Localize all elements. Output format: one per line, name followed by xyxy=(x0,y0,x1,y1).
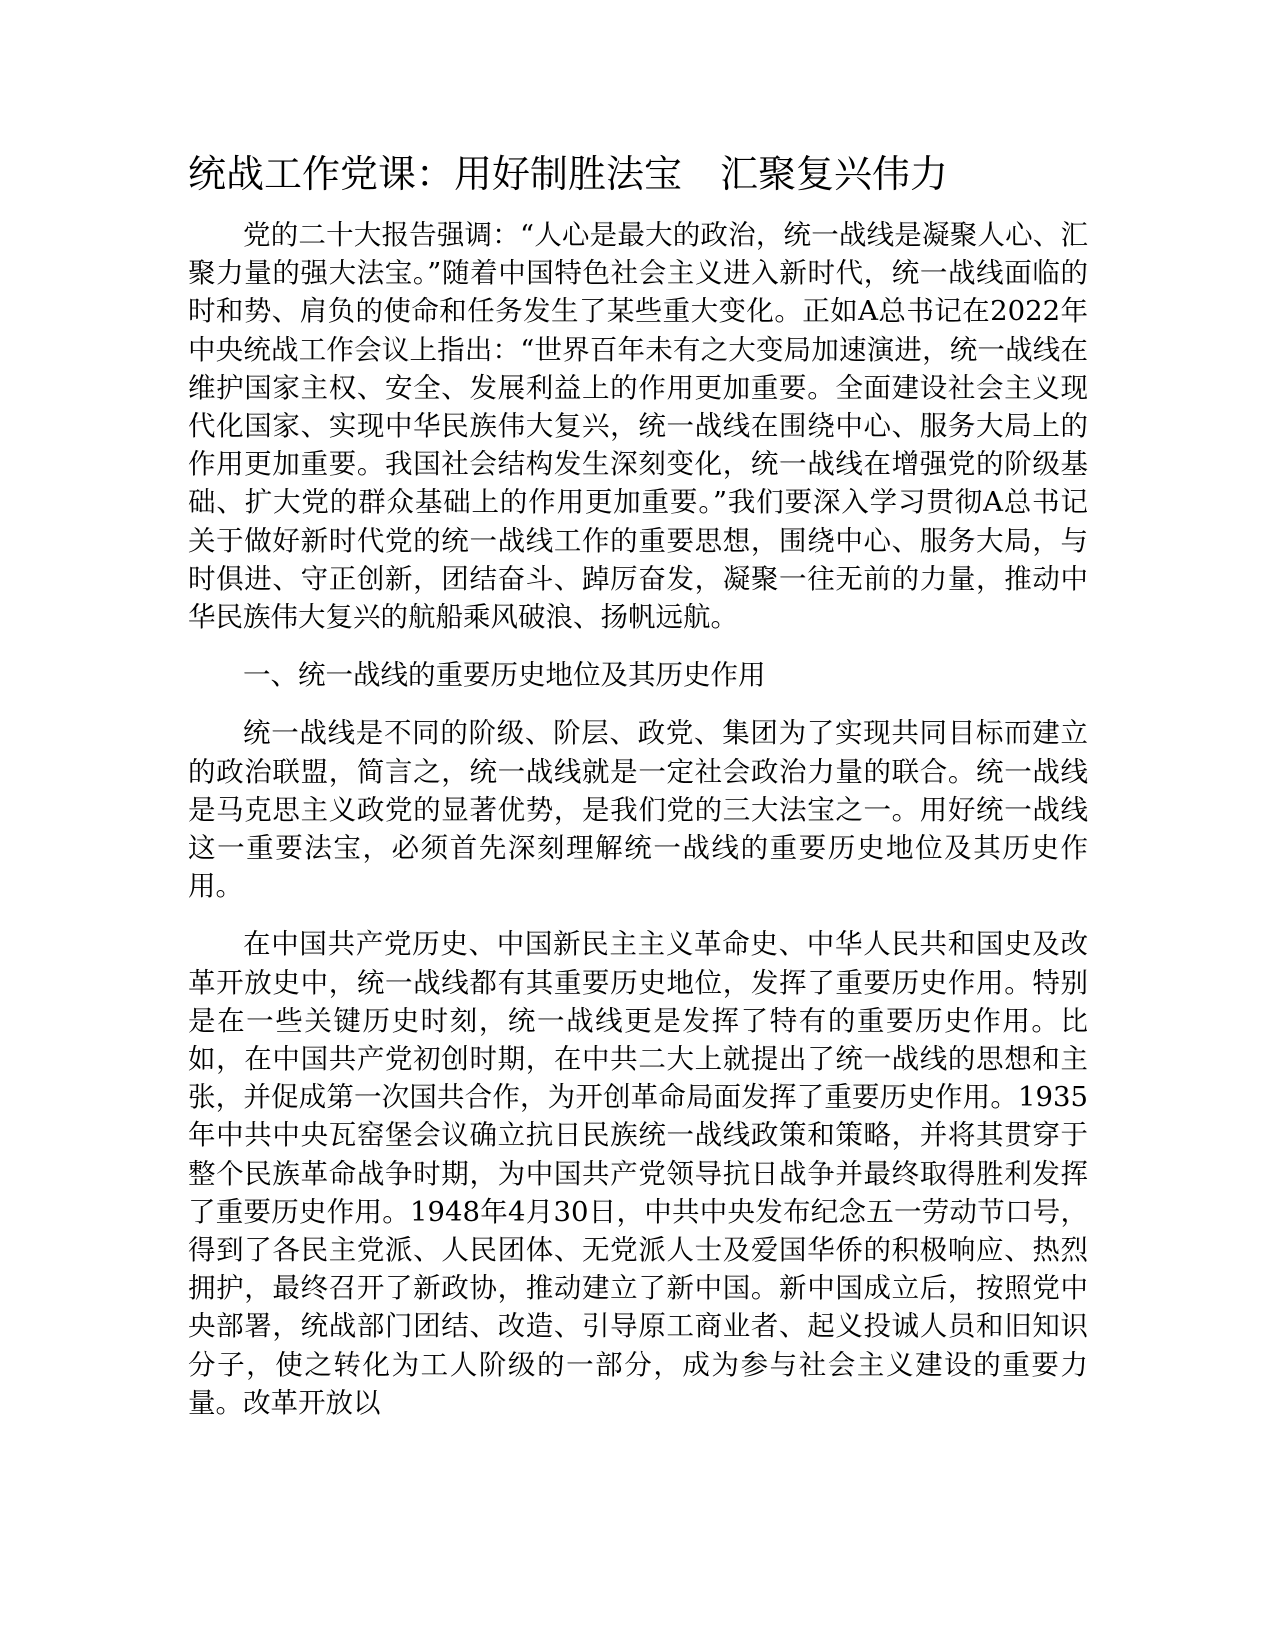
paragraph-intro: 党的二十大报告强调：“人心是最大的政治，统一战线是凝聚人心、汇聚力量的强大法宝。”随着中国特色社会主义进入新时代，统一战线面临的时和势、肩负的使命和任务发生了某些重大变化。正如A总书记在2022年中央统战工作会议上指出：“世界百年未有之大变局加速演进，统一战线在维护国家主权、安全、发展利益上的作用更加重要。全面建设社会主义现代化国家、实现中华民族伟大复兴，统一战线在围绕中心、服务大局上的作用更加重要。我国社会结构发生深刻变化，统一战线在增强党的阶级基础、扩大党的群众基础上的作用更加重要。”我们要深入学习贯彻A总书记关于做好新时代党的统一战线工作的重要思想，围绕中心、服务大局，与时俱进、守正创新，团结奋斗、踔厉奋发，凝聚一往无前的力量，推动中华民族伟大复兴的航船乘风破浪、扬帆远航。 xyxy=(188,219,1088,634)
paragraph-history: 在中国共产党历史、中国新民主主义革命史、中华人民共和国史及改革开放史中，统一战线都有其重要历史地位，发挥了重要历史作用。特别是在一些关键历史时刻，统一战线更是发挥了特有的重要历史作用。比如，在中国共产党初创时期，在中共二大上就提出了统一战线的思想和主张，并促成第一次国共合作，为开创革命局面发挥了重要历史作用。1935年中共中央瓦窑堡会议确立抗日民族统一战线政策和策略，并将其贯穿于整个民族革命战争时期，为中国共产党领导抗日战争并最终取得胜利发挥了重要历史作用。1948年4月30日，中共中央发布纪念五一劳动节口号，得到了各民主党派、人民团体、无党派人士及爱国华侨的积极响应、热烈拥护，最终召开了新政协，推动建立了新中国。新中国成立后，按照党中央部署，统战部门团结、改造、引导原工商业者、起义投诚人员和旧知识分子，使之转化为工人阶级的一部分，成为参与社会主义建设的重要力量。改革开放以 xyxy=(188,928,1088,1419)
paragraph-definition: 统一战线是不同的阶级、阶层、政党、集团为了实现共同目标而建立的政治联盟，简言之，统一战线就是一定社会政治力量的联合。统一战线是马克思主义政党的显著优势，是我们党的三大法宝之一。用好统一战线这一重要法宝，必须首先深刻理解统一战线的重要历史地位及其历史作用。 xyxy=(188,717,1088,903)
document-body xyxy=(188,150,1088,1442)
section-heading: 一、统一战线的重要历史地位及其历史作用 xyxy=(243,659,766,692)
document-title: 统战工作党课：用好制胜法宝 汇聚复兴伟力 xyxy=(188,152,949,196)
